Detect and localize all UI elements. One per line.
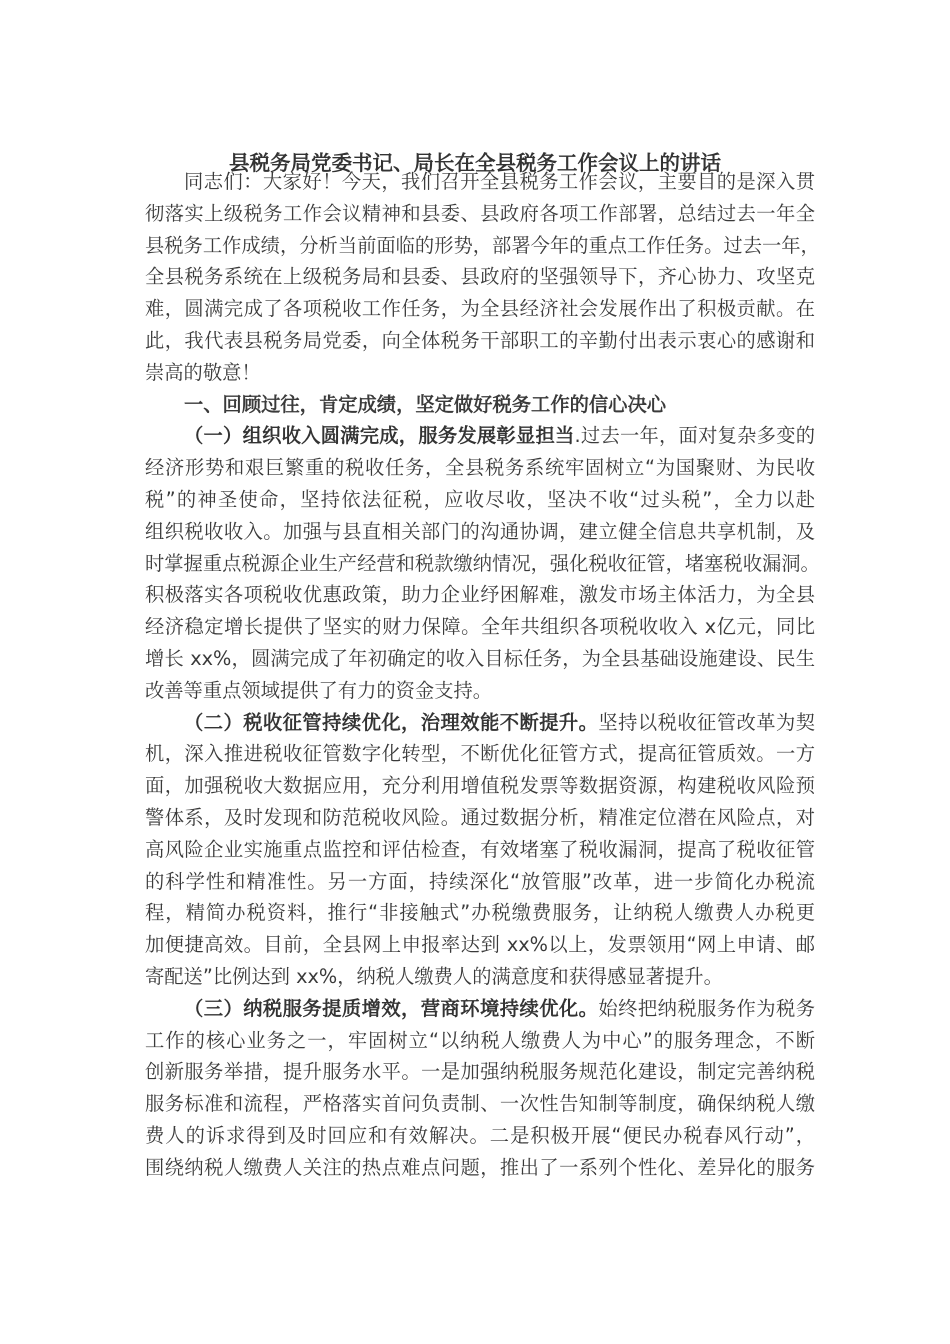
paragraph [145, 707, 815, 993]
text-line: 难，圆满完成了各项税收工作任务，为全县经济社会发展作出了积极贡献。在 [145, 297, 815, 321]
text-line: 面，加强税收大数据应用，充分利用增值税发票等数据资源，构建税收风险预 [145, 774, 815, 798]
text-line: 增长 xx%，圆满完成了年初确定的收入目标任务，为全县基础设施建设、民生 [145, 646, 815, 670]
paragraph-lead: （三）纳税服务提质增效，营商环境持续优化。 [184, 996, 599, 1020]
text-line: 高风险企业实施重点监控和评估检查，有效堵塞了税收漏洞，提高了税收征管 [145, 837, 815, 861]
text-line [145, 993, 815, 1025]
text-line: 全县税务系统在上级税务局和县委、县政府的坚强领导下，齐心协力、攻坚克 [145, 265, 815, 289]
paragraph-lead: （一）组织收入圆满完成，服务发展彰显担当 [184, 424, 575, 448]
text-line: 警体系，及时发现和防范税收风险。通过数据分析，精准定位潜在风险点，对 [145, 805, 815, 829]
text-line: 一、回顾过往，肯定成绩，坚定做好税务工作的信心决心 [184, 392, 667, 416]
text-line: 围绕纳税人缴费人关注的热点难点问题，推出了一系列个性化、差异化的服务 [145, 1155, 815, 1179]
text-line: 程，精简办税资料，推行“非接触式”办税缴费服务，让纳税人缴费人办税更 [145, 901, 815, 925]
text-line: 同志们：大家好！今天，我们召开全县税务工作会议，主要目的是深入贯 [184, 170, 815, 193]
line-text: 始终把纳税服务作为税务 [598, 996, 815, 1020]
text-line: 时掌握重点税源企业生产经营和税款缴纳情况，强化税收征管，堵塞税收漏洞。 [145, 551, 820, 575]
text-line: 崇高的敬意！ [145, 360, 261, 384]
text-line: 县税务工作成绩，分析当前面临的形势，部署今年的重点工作任务。过去一年， [145, 233, 820, 257]
text-line: 彻落实上级税务工作会议精神和县委、县政府各项工作部署，总结过去一年全 [145, 201, 815, 225]
text-line: 工作的核心业务之一，牢固树立“以纳税人缴费人为中心”的服务理念，不断 [145, 1028, 815, 1052]
text-line: 改善等重点领域提供了有力的资金支持。 [145, 678, 493, 702]
text-line: 税”的神圣使命，坚持依法征税，应收尽收，坚决不收“过头税”，全力以赴 [145, 487, 815, 511]
text-line: 服务标准和流程，严格落实首问负责制、一次性告知制等制度，确保纳税人缴 [145, 1092, 815, 1116]
text-line [145, 420, 815, 452]
text-line: 的科学性和精准性。另一方面，持续深化“放管服”改革，进一步简化办税流 [145, 869, 815, 893]
paragraph [145, 166, 820, 389]
text-line: 寄配送”比例达到 xx%，纳税人缴费人的满意度和获得感显著提升。 [145, 964, 723, 988]
line-text: 坚持以税收征管改革为契 [598, 710, 815, 734]
text-line: 组织税收收入。加强与县直相关部门的沟通协调，建立健全信息共享机制，及 [145, 519, 815, 543]
text-line: 积极落实各项税收优惠政策，助力企业纾困解难，激发市场主体活力，为全县 [145, 583, 815, 607]
paragraph [145, 993, 815, 1184]
document-title: 县税务局党委书记、局长在全县税务工作会议上的讲话 [229, 151, 721, 175]
text-line: 加便捷高效。目前，全县网上申报率达到 xx%以上，发票领用“网上申请、邮 [145, 933, 815, 957]
text-line [145, 707, 815, 739]
text-line: 创新服务举措，提升服务水平。一是加强纳税服务规范化建设，制定完善纳税 [145, 1060, 815, 1084]
section-heading [145, 389, 815, 421]
text-line: 费人的诉求得到及时回应和有效解决。二是积极开展“便民办税春风行动”， [145, 1123, 815, 1147]
paragraph-lead: （二）税收征管持续优化，治理效能不断提升。 [184, 710, 599, 734]
text-line: 此，我代表县税务局党委，向全体税务干部职工的辛勤付出表示衷心的感谢和 [145, 328, 815, 352]
text-line: 经济形势和艰巨繁重的税收任务，全县税务系统牢固树立“为国聚财、为民收 [145, 456, 815, 480]
text-line: 机，深入推进税收征管数字化转型，不断优化征管方式，提高征管质效。一方 [145, 742, 815, 766]
document-body [145, 166, 820, 1184]
line-text: .过去一年，面对复杂多变的 [574, 424, 815, 448]
paragraph [145, 420, 820, 706]
text-line: 经济稳定增长提供了坚实的财力保障。全年共组织各项税收收入 x亿元，同比 [145, 615, 815, 639]
